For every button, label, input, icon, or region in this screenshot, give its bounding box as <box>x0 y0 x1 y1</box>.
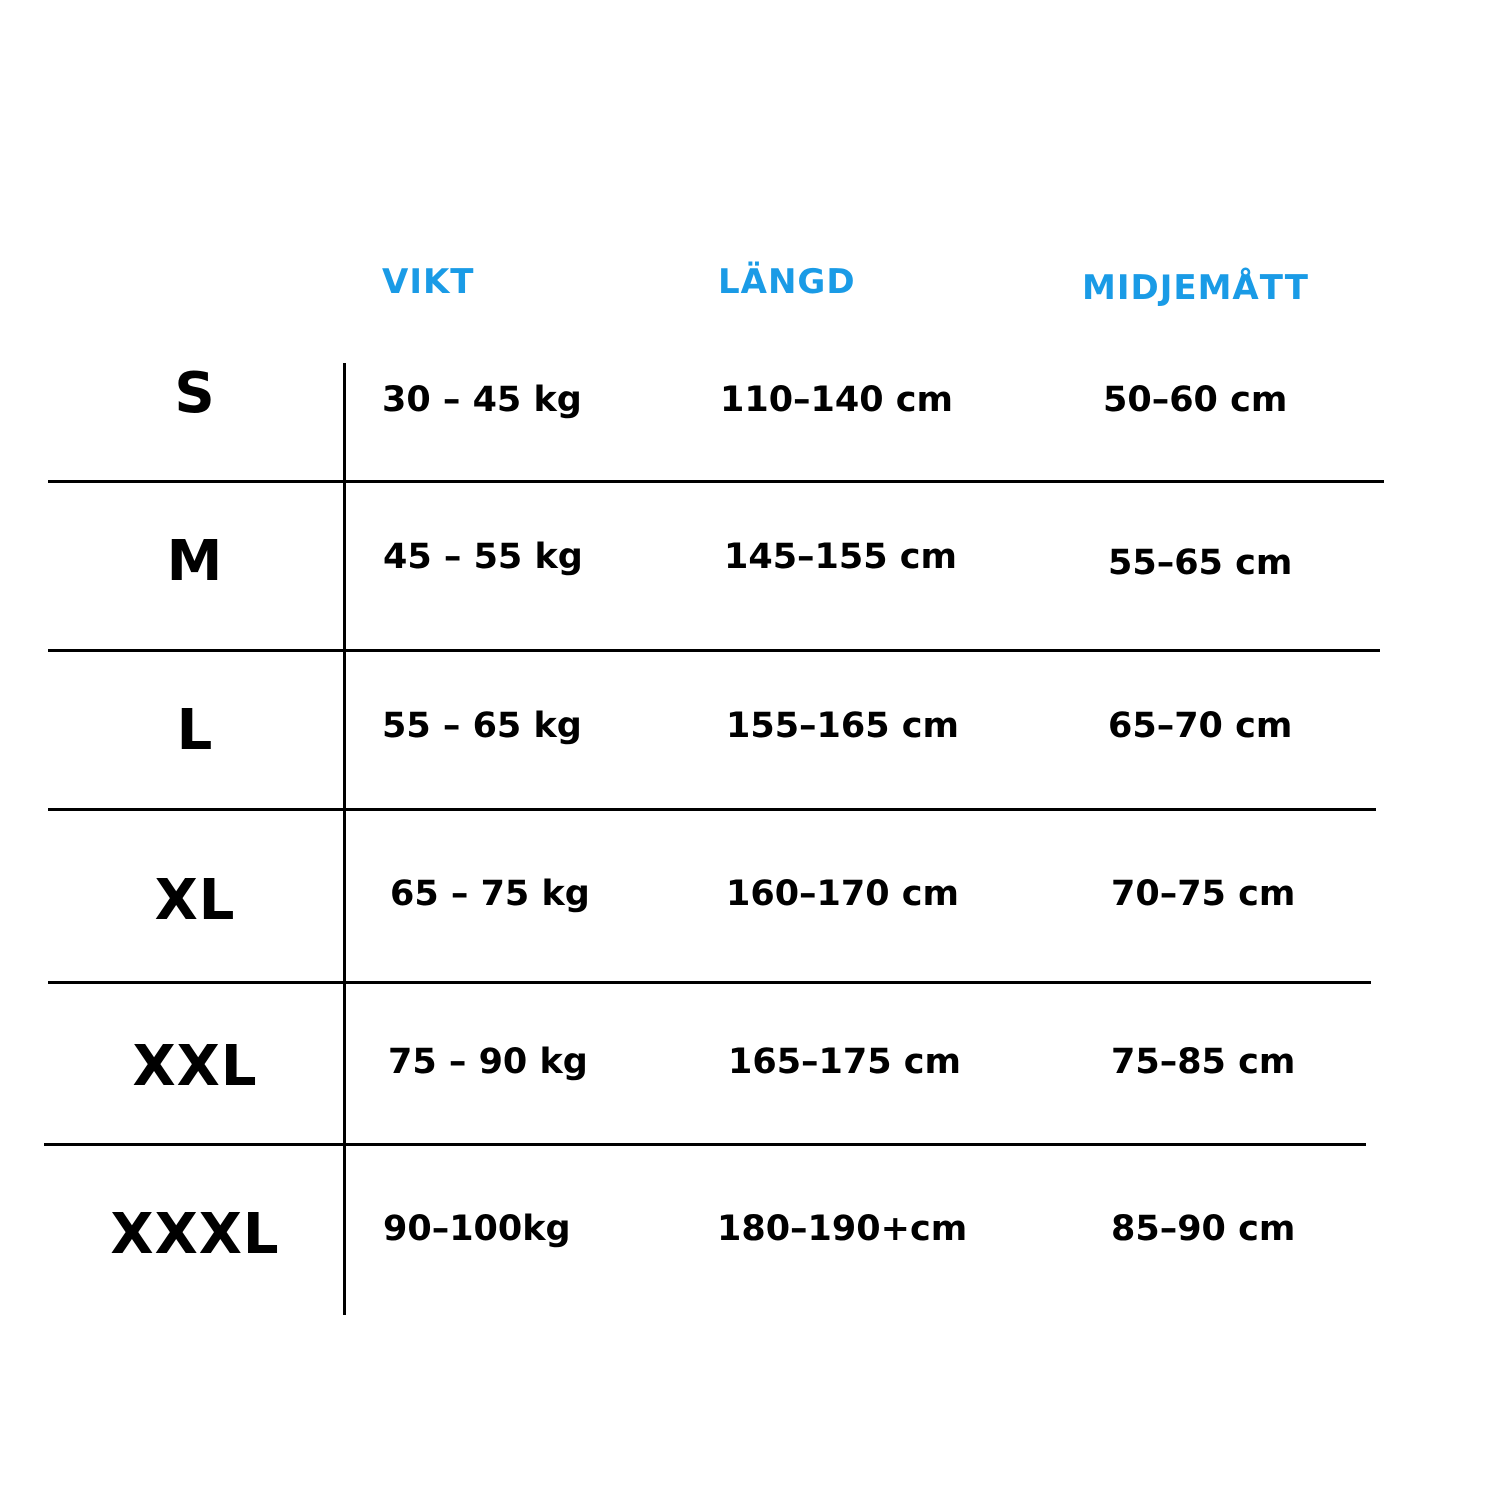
size-label: XL <box>154 868 236 933</box>
weight-value: 75 – 90 kg <box>388 1042 588 1082</box>
length-value: 160–170 cm <box>726 874 960 914</box>
weight-value: 65 – 75 kg <box>390 874 590 914</box>
waist-value: 55–65 cm <box>1108 543 1293 583</box>
size-label: M <box>166 529 224 594</box>
row-divider <box>48 480 1384 483</box>
length-value: 180–190+cm <box>717 1209 968 1249</box>
waist-value: 70–75 cm <box>1111 874 1296 914</box>
waist-value: 65–70 cm <box>1108 706 1293 746</box>
row-divider <box>48 808 1376 811</box>
length-value: 165–175 cm <box>728 1042 962 1082</box>
length-value: 155–165 cm <box>726 706 960 746</box>
vertical-divider <box>343 363 346 1315</box>
size-label: L <box>176 698 214 763</box>
size-label: XXL <box>132 1034 258 1099</box>
waist-value: 85–90 cm <box>1111 1209 1296 1249</box>
weight-value: 45 – 55 kg <box>383 537 583 577</box>
size-label: XXXL <box>110 1202 280 1267</box>
row-divider <box>48 649 1380 652</box>
waist-value: 75–85 cm <box>1111 1042 1296 1082</box>
weight-value: 30 – 45 kg <box>382 380 582 420</box>
header-weight: VIKT <box>382 262 475 302</box>
row-divider <box>48 981 1371 984</box>
weight-value: 90–100kg <box>383 1209 571 1249</box>
waist-value: 50–60 cm <box>1103 380 1288 420</box>
size-label: S <box>174 361 216 426</box>
length-value: 110–140 cm <box>720 380 954 420</box>
row-divider <box>44 1143 1366 1146</box>
header-waist: MIDJEMÅTT <box>1082 268 1309 308</box>
weight-value: 55 – 65 kg <box>382 706 582 746</box>
length-value: 145–155 cm <box>724 537 958 577</box>
header-length: LÄNGD <box>718 262 856 302</box>
